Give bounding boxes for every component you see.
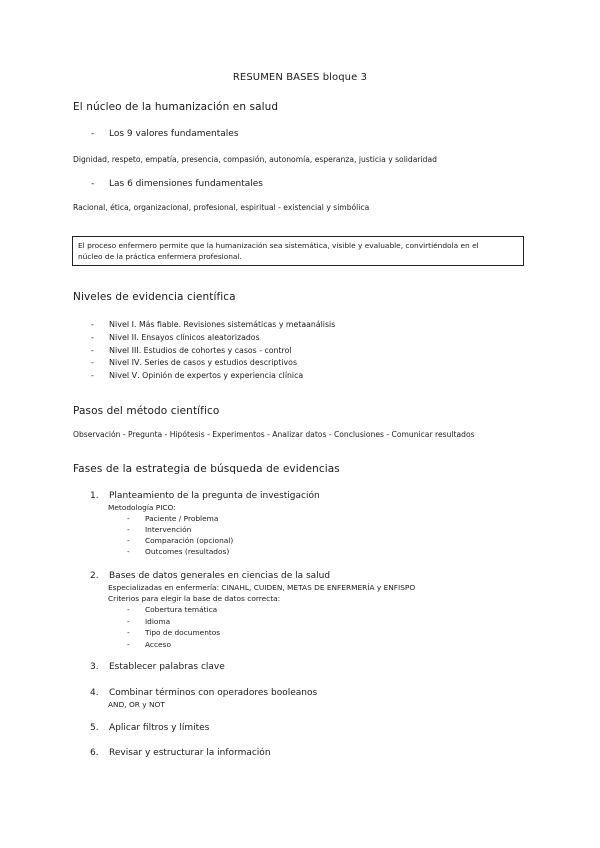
heading-niveles: Niveles de evidencia científica: [73, 291, 236, 303]
sub-list-item: [127, 605, 218, 614]
level-text: . Opinión de expertos y experiencia clínica: [137, 371, 304, 380]
heading-humanizacion: El núcleo de la humanización en salud: [73, 101, 279, 113]
dash-marker: -: [127, 617, 130, 626]
heading-pasos: Pasos del método científico: [73, 405, 220, 417]
list-item: [91, 129, 239, 139]
dash-marker: -: [127, 547, 130, 556]
dash-marker: -: [127, 605, 130, 614]
pico-label: Metodología PICO:: [108, 503, 176, 512]
dash-marker: -: [91, 333, 94, 342]
phase-title: Planteamiento de la pregunta de investigación: [109, 491, 320, 501]
dash-marker: -: [127, 536, 130, 545]
sub-list-item: [127, 617, 171, 626]
item-dimensiones: Las 6 dimensiones fundamentales: [109, 179, 263, 189]
note-box: [72, 236, 524, 266]
sub-list-item: [127, 628, 221, 637]
level-label: Nivel IV: [109, 358, 140, 367]
sub-list-item: [127, 640, 171, 649]
phase-number: 5.: [90, 723, 99, 733]
level-text: . Más fiable. Revisiones sistemáticas y metaanálisis: [134, 320, 336, 329]
dash-marker: -: [91, 179, 95, 189]
dash-marker: -: [127, 525, 130, 534]
list-item: [91, 333, 260, 342]
dash-marker: -: [127, 640, 130, 649]
level-label: Nivel II: [109, 333, 137, 342]
level-text: . Estudios de cohortes y casos - control: [138, 346, 292, 355]
criteria-item: Acceso: [145, 640, 171, 649]
sub-list-item: [127, 547, 230, 556]
phase-number: 6.: [90, 748, 99, 758]
sub-list-item: [127, 514, 219, 523]
dash-marker: -: [127, 628, 130, 637]
level-label: Nivel III: [109, 346, 139, 355]
phase-number: 1.: [90, 491, 99, 501]
level-label: Nivel V: [109, 371, 138, 380]
pico-item: Paciente / Problema: [145, 514, 219, 523]
page-title: RESUMEN BASES bloque 3: [232, 72, 368, 83]
sub-list-item: [127, 525, 192, 534]
dash-marker: -: [91, 346, 94, 355]
list-item: [91, 320, 336, 329]
db-criteria-label: Criterios para elegir la base de datos correcta:: [108, 594, 281, 603]
list-item: [91, 179, 263, 189]
pico-item: Intervención: [145, 525, 192, 534]
phase-number: 3.: [90, 662, 99, 672]
boolean-operators: AND, OR y NOT: [108, 700, 165, 709]
list-item: [91, 358, 298, 367]
note-line: núcleo de la práctica enfermera profesional.: [78, 252, 242, 261]
dash-marker: -: [91, 320, 94, 329]
sub-list-item: [127, 536, 234, 545]
item-valores: Los 9 valores fundamentales: [109, 129, 239, 139]
dash-marker: -: [91, 371, 94, 380]
level-label: Nivel I: [109, 320, 134, 329]
phase-number: 2.: [90, 571, 99, 581]
list-item: [91, 346, 292, 355]
steps-text: Observación - Pregunta - Hipótesis - Experimentos - Analizar datos - Conclusiones - Comunicar resultados: [73, 430, 475, 439]
dash-marker: -: [91, 129, 95, 139]
criteria-item: Idioma: [145, 617, 171, 626]
phase-number: 4.: [90, 688, 99, 698]
list-item: [91, 371, 304, 380]
criteria-item: Tipo de documentos: [145, 628, 221, 637]
pico-item: Outcomes (resultados): [145, 547, 230, 556]
level-text: . Ensayos clínicos aleatorizados: [136, 333, 260, 342]
level-text: . Series de casos y estudios descriptivos: [139, 358, 298, 367]
dash-marker: -: [127, 514, 130, 523]
phase-title: Combinar términos con operadores booleanos: [109, 688, 318, 698]
dash-marker: -: [91, 358, 94, 367]
note-line: El proceso enfermero permite que la humanización sea sistemática, visible y evaluable, convirtiéndola en el: [78, 241, 479, 250]
phase-title: Aplicar filtros y límites: [109, 723, 210, 733]
values-text: Dignidad, respeto, empatía, presencia, compasión, autonomía, esperanza, justicia y solidaridad: [73, 155, 437, 164]
db-specialized: Especializadas en enfermería: CINAHL, CUIDEN, METAS DE ENFERMERÍA y ENFISPO: [108, 583, 416, 592]
criteria-item: Cobertura temática: [145, 605, 218, 614]
pico-item: Comparación (opcional): [145, 536, 234, 545]
dimensions-text: Racional, ética, organizacional, profesional, espiritual - existencial y simbólica: [73, 203, 370, 212]
phase-title: Bases de datos generales en ciencias de la salud: [109, 571, 331, 581]
phase-title: Establecer palabras clave: [109, 662, 225, 672]
phase-title: Revisar y estructurar la información: [109, 748, 271, 758]
heading-fases: Fases de la estrategia de búsqueda de evidencias: [73, 463, 340, 475]
